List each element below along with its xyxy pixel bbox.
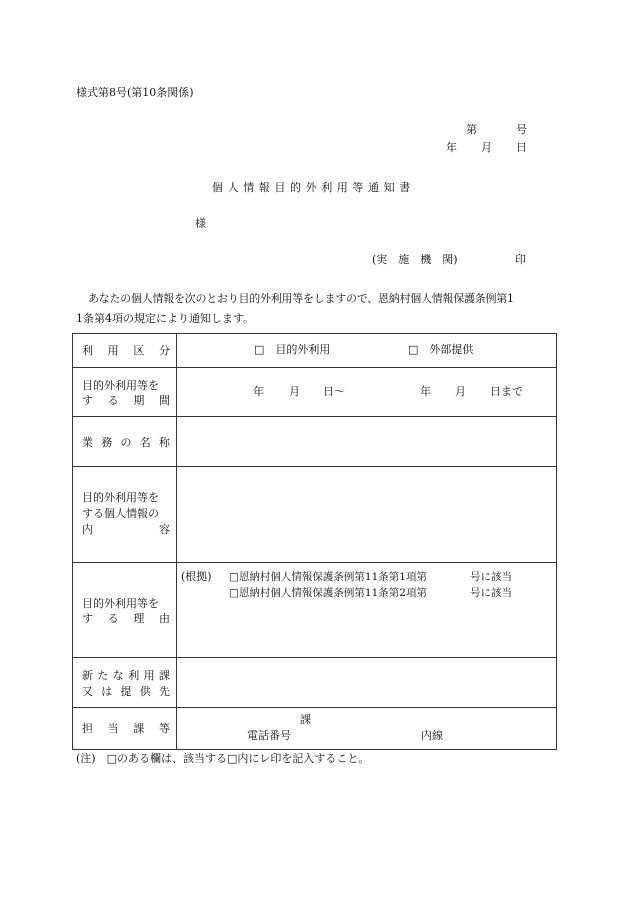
contact-extension: 内線 <box>421 729 443 742</box>
reason-basis: (根拠) <box>181 570 212 583</box>
period-end-hi: 日まで <box>490 385 523 398</box>
checkbox-reason-item2[interactable]: □恩納村個人情報保護条例第11条第2項第 <box>229 587 427 599</box>
label-period-line1: 目的外利用等を <box>82 379 159 392</box>
reason-item1-suffix: 号に該当 <box>470 571 512 583</box>
contact-ka: 課 <box>300 713 311 726</box>
intro-line-2: 1条第4項の規定により通知します。 <box>76 312 255 325</box>
addressee-sama: 様 <box>195 217 206 230</box>
checkbox-reason-item1[interactable]: □恩納村個人情報保護条例第11条第1項第 <box>229 571 427 583</box>
intro-line-1: あなたの個人情報を次のとおり目的外利用等をしますので、恩納村個人情報保護条例第1 <box>88 292 514 305</box>
header-hi: 日 <box>516 141 527 154</box>
label-reason-line1: 目的外利用等を <box>82 597 159 610</box>
period-start-tsuki: 月 <box>289 385 300 398</box>
header-tsuki: 月 <box>481 141 492 154</box>
checkbox-external-provision[interactable]: □ 外部提供 <box>408 343 474 356</box>
header-nen: 年 <box>446 141 457 154</box>
label-content-line2: する個人情報の <box>82 507 159 520</box>
label-content-line3: 内容 <box>82 523 170 536</box>
period-end-tsuki: 月 <box>455 385 466 398</box>
header-dai: 第 <box>466 123 477 136</box>
period-start-nen: 年 <box>253 385 264 398</box>
label-business-name: 業務の名称 <box>82 436 170 449</box>
label-new-user-line1: 新たな利用課 <box>82 669 170 682</box>
label-contact: 担当課等 <box>82 722 170 735</box>
seal-mark: 印 <box>515 253 526 266</box>
document-title: 個人情報目的外利用等通知書 <box>212 181 415 194</box>
contact-phone: 電話番号 <box>247 729 291 742</box>
period-start-hi: 日〜 <box>323 385 345 398</box>
period-end-nen: 年 <box>420 385 431 398</box>
header-go: 号 <box>516 123 527 136</box>
footnote: (注) □のある欄は、該当する□内にレ印を記入すること。 <box>76 752 370 765</box>
label-period-line2: する期間 <box>82 394 170 407</box>
checkbox-purpose-use[interactable]: □ 目的外利用 <box>254 343 331 356</box>
reason-item2-suffix: 号に該当 <box>470 587 512 599</box>
form-number: 様式第8号(第10条関係) <box>76 86 194 99</box>
label-reason-line2: する理由 <box>82 612 170 625</box>
label-new-user-line2: 又は提供先 <box>82 685 170 698</box>
label-content-line1: 目的外利用等を <box>82 491 159 504</box>
agency-label: (実 施 機 関) <box>372 253 458 266</box>
label-category: 利用区分 <box>82 344 170 357</box>
